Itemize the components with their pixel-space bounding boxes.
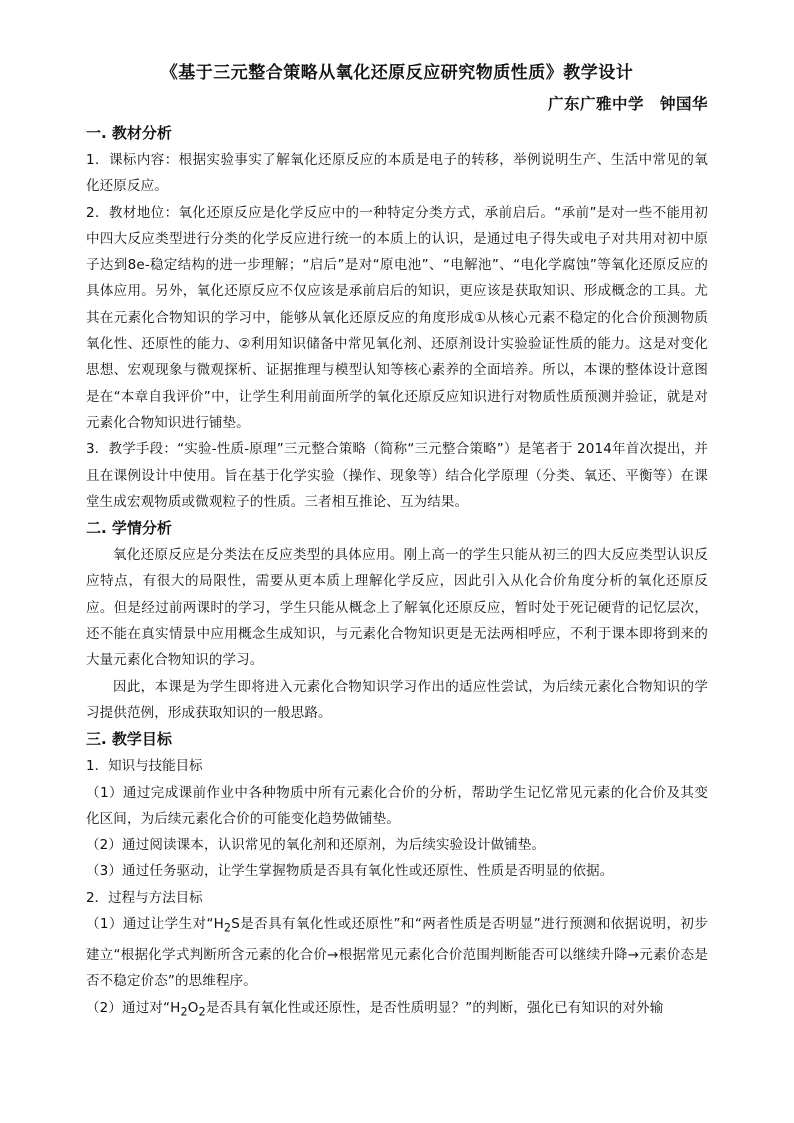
section-heading-1: 一. 教材分析: [86, 124, 172, 142]
paragraph-therefore: 因此，本课是为学生即将进入元素化合物知识学习作出的适应性尝试，为后续元素化合物知识的学习提供范例，形成获取知识的一般思路。: [86, 678, 708, 721]
document-body: [86, 120, 708, 1026]
goal-item-2: （2）通过阅读课本，认识常见的氧化剂和还原剂，为后续实验设计做铺垫。: [86, 837, 546, 854]
goal-item-3: （3）通过任务驱动，让学生掌握物质是否具有氧化性或还原性、性质是否明显的依据。: [86, 863, 614, 880]
paragraph-student-analysis: 氧化还原反应是分类法在反应类型的具体应用。刚上高一的学生只能从初三的四大反应类型认识反应特点，有很大的局限性，需要从更本质上理解化学反应，因此引入从化合价角度分析的氧化还原反应。但是经过前两课时的学习，学生只能从概念上了解氧化还原反应，暂时处于死记硬背的记忆层次，还不能在真实情景中应用概念生成知识，与元素化合物知识更是无法两相呼应，不利于课本即将到来的大量元素化合物知识的学习。: [86, 547, 708, 669]
author-line: [548, 92, 708, 114]
paragraph-textbook-position: 2．教材地位：氧化还原反应是化学反应中的一种特定分类方式，承前启后。“承前”是对一些不能用初中四大反应类型进行分类的化学反应进行统一的本质上的认识，是通过电子得失或电子对共用对初中原子达到8e-稳定结构的进一步理解；“启后”是对“原电池”、“电解池”、“电化学腐蚀”等氧化还原反应的具体应用。另外，氧化还原反应不仅应该是承前启后的知识，更应该是获取知识、形成概念的工具。尤其在元素化合物知识的学习中，能够从氧化还原反应的角度形成①从核心元素不稳定的化合价预测物质氧化性、还原性的能力、②利用知识储备中常见氧化剂、还原剂设计实验验证性质的能力。这是对变化思想、宏观现象与微观探析、证据推理与模型认知等核心素养的全面培养。所以，本课的整体设计意图是在“本章自我评价”中，让学生利用前面所学的氧化还原反应知识进行对物质性质预测并验证，就是对元素化合物知识进行铺垫。: [86, 204, 708, 431]
author-school: 广东广雅中学: [547, 95, 644, 113]
author-name: 钟国华: [659, 95, 708, 113]
section-heading-3: 三. 教学目标: [86, 730, 172, 749]
subheading-process-method: 2．过程与方法目标: [86, 889, 203, 906]
paragraph-curriculum: 1．课标内容：根据实验事实了解氧化还原反应的本质是电子的转移，举例说明生产、生活中常见的氧化还原反应。: [86, 152, 708, 195]
goal-item-1: （1）通过完成课前作业中各种物质中所有元素化合价的分析，帮助学生记忆常见元素的化合价及其变化区间，为后续元素化合价的可能变化趋势做铺垫。: [86, 784, 708, 827]
section-heading-2: 二. 学情分析: [86, 519, 172, 538]
process-item-2: （2）通过对“$H_2O_2$是否具有氧化性或还原性，是否性质明显？”的判断，强化已有知识的对外输: [86, 999, 664, 1019]
paragraph-teaching-means: 3．教学手段：“实验-性质-原理”三元整合策略（简称“三元整合策略”）是笔者于 2014年首次提出，并且在课例设计中使用。旨在基于化学实验（操作、现象等）结合化学原理（分类、氧还、平衡等）在课堂生成宏观物质或微观粒子的性质。三者相互推论、互为结果。: [86, 441, 708, 510]
process-item-1: （1）通过让学生对“$H_2S$是否具有氧化性或还原性”和“两者性质是否明显”进行预测和依据说明，初步建立“根据化学式判断所含元素的化合价→根据常见元素化合价范围判断能否可以继续升降→元素价态是否不稳定价态”的思维程序。: [86, 916, 709, 990]
document-title: 《基于三元整合策略从氧化还原反应研究物质性质》教学设计: [160, 63, 634, 83]
subheading-knowledge-skills: 1．知识与技能目标: [86, 758, 203, 775]
